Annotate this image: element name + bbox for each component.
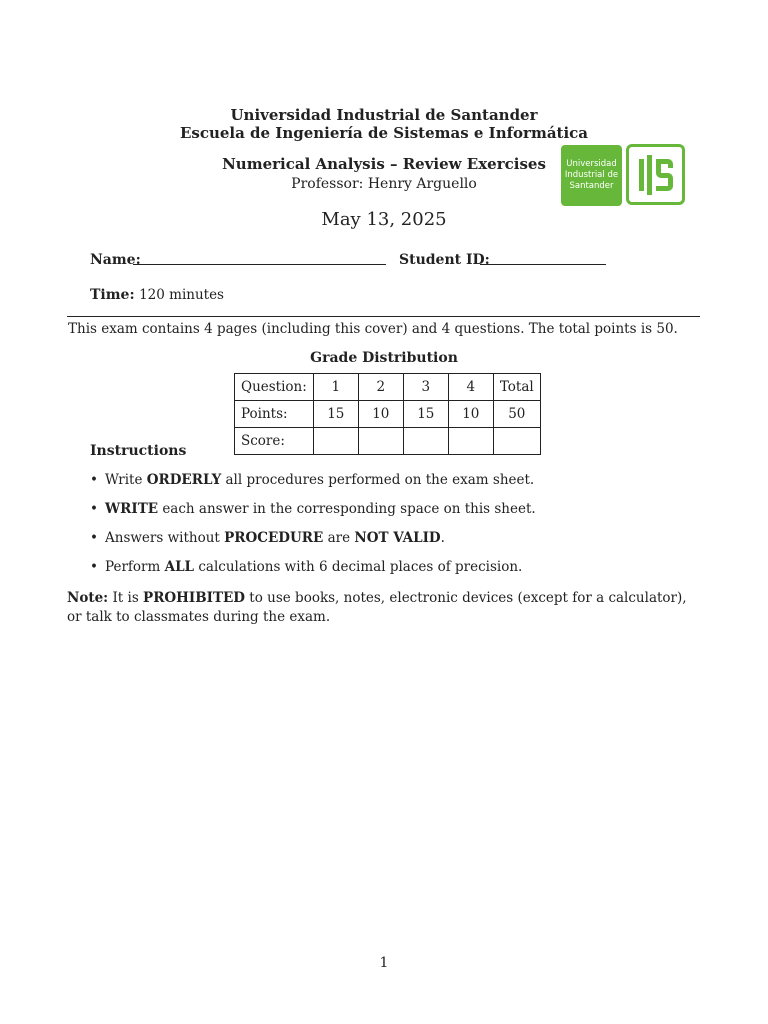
university-logo-text bbox=[561, 145, 622, 206]
professor-name: Professor: Henry Arguello bbox=[291, 176, 477, 192]
student-id-label: Student ID: bbox=[399, 252, 490, 268]
note-text: It is bbox=[108, 590, 144, 606]
points-cell: 15 bbox=[403, 401, 448, 428]
item-text: Write bbox=[105, 472, 147, 488]
item-bold: WRITE bbox=[105, 501, 159, 517]
note-text: to use books, notes, electronic devices (except for a calculator), or talk to classmates during the exam. bbox=[67, 590, 687, 625]
name-label: Name: bbox=[90, 252, 141, 268]
note-bold: PROHIBITED bbox=[143, 590, 246, 606]
list-item bbox=[90, 472, 536, 501]
horizontal-rule bbox=[67, 316, 700, 317]
table-row-points bbox=[235, 401, 541, 428]
points-cell: 10 bbox=[358, 401, 403, 428]
grade-distribution-table bbox=[234, 373, 541, 455]
item-text: are bbox=[323, 530, 355, 546]
list-item bbox=[90, 559, 536, 588]
university-logo-mark bbox=[626, 144, 685, 205]
item-text: Answers without bbox=[105, 530, 225, 546]
time-value: 120 minutes bbox=[139, 287, 224, 303]
uis-emblem-icon bbox=[633, 151, 679, 199]
item-text: Perform bbox=[105, 559, 165, 575]
item-bold: ALL bbox=[164, 559, 195, 575]
score-cell[interactable] bbox=[493, 428, 540, 455]
points-cell: 50 bbox=[493, 401, 540, 428]
name-input-line[interactable] bbox=[133, 264, 386, 265]
list-item bbox=[90, 530, 536, 559]
score-header: Score: bbox=[235, 428, 314, 455]
logo-line-3: Santander bbox=[569, 181, 614, 191]
grade-distribution-title: Grade Distribution bbox=[310, 350, 458, 366]
logo-line-2: Industrial de bbox=[564, 170, 619, 180]
university-name: Universidad Industrial de Santander bbox=[230, 106, 538, 124]
course-title: Numerical Analysis – Review Exercises bbox=[222, 155, 546, 173]
question-cell: 2 bbox=[358, 374, 403, 401]
score-cell[interactable] bbox=[403, 428, 448, 455]
time-label: Time: bbox=[90, 287, 135, 303]
instructions-list bbox=[90, 472, 536, 588]
note-paragraph bbox=[67, 589, 702, 627]
logo-line-1: Universidad bbox=[566, 159, 617, 169]
question-cell: 3 bbox=[403, 374, 448, 401]
score-cell[interactable] bbox=[358, 428, 403, 455]
item-text: calculations with 6 decimal places of precision. bbox=[194, 559, 523, 575]
question-header: Question: bbox=[235, 374, 314, 401]
question-cell: 1 bbox=[313, 374, 358, 401]
points-cell: 15 bbox=[313, 401, 358, 428]
score-cell[interactable] bbox=[448, 428, 493, 455]
item-bold: NOT VALID bbox=[354, 530, 441, 546]
item-bold: PROCEDURE bbox=[224, 530, 324, 546]
table-row-questions bbox=[235, 374, 541, 401]
exam-info: This exam contains 4 pages (including this cover) and 4 questions. The total points is 50. bbox=[68, 321, 678, 337]
instructions-title: Instructions bbox=[90, 443, 187, 459]
table-row-score bbox=[235, 428, 541, 455]
item-text: . bbox=[440, 530, 445, 546]
item-text: all procedures performed on the exam sheet. bbox=[221, 472, 535, 488]
item-bold: ORDERLY bbox=[146, 472, 222, 488]
points-header: Points: bbox=[235, 401, 314, 428]
note-label: Note: bbox=[67, 590, 109, 606]
score-cell[interactable] bbox=[313, 428, 358, 455]
exam-date: May 13, 2025 bbox=[321, 209, 447, 230]
points-cell: 10 bbox=[448, 401, 493, 428]
question-cell: Total bbox=[493, 374, 540, 401]
list-item bbox=[90, 501, 536, 530]
time-row bbox=[90, 287, 224, 303]
student-id-input-line[interactable] bbox=[480, 264, 606, 265]
item-text: each answer in the corresponding space on this sheet. bbox=[158, 501, 536, 517]
school-name: Escuela de Ingeniería de Sistemas e Informática bbox=[179, 124, 589, 142]
question-cell: 4 bbox=[448, 374, 493, 401]
page-number: 1 bbox=[379, 955, 389, 971]
